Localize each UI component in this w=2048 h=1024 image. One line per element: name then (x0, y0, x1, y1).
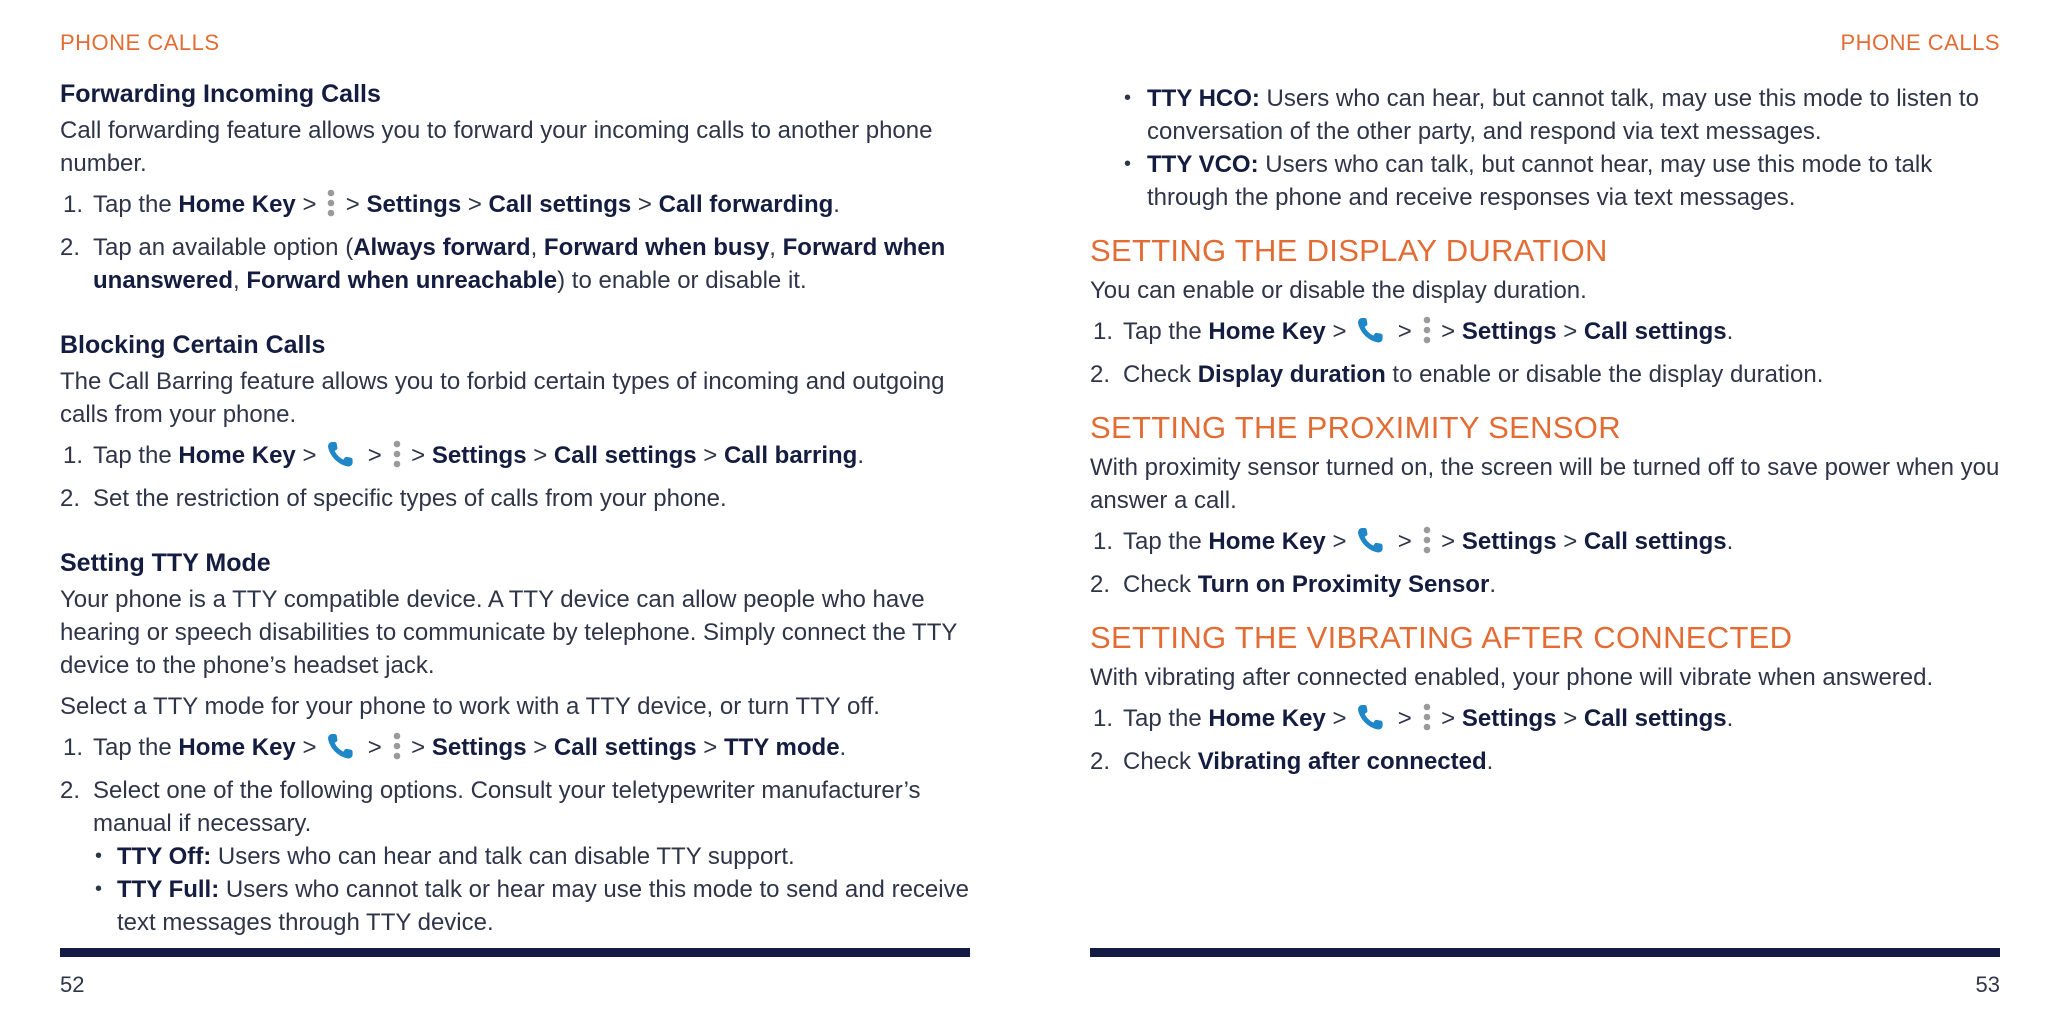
step-text: Check (1123, 748, 1198, 775)
proximity-heading: SETTING THE PROXIMITY SENSOR (1090, 410, 1621, 445)
option-label: TTY HCO: (1147, 85, 1260, 112)
separator: > (631, 191, 659, 218)
tty-option-vco (1090, 148, 2000, 214)
step-number: 1. (1093, 528, 1114, 555)
separator: > (1325, 318, 1354, 345)
separator: > (526, 442, 554, 469)
vibrating-steps (1090, 702, 2000, 778)
option-text: Users who can hear and talk can disable TTY support. (211, 843, 795, 870)
tty-mode-label: TTY mode (723, 734, 840, 761)
vibrating-intro: With vibrating after connected enabled, your phone will vibrate when answered. (1090, 664, 1934, 691)
forward-when-busy-label: Forward when busy (543, 234, 770, 261)
spacer (60, 525, 970, 547)
display-duration-step-2 (1090, 358, 2000, 391)
step-end: . (839, 734, 847, 761)
spacer (60, 307, 970, 329)
call-settings-label: Call settings (553, 734, 697, 761)
always-forward-label: Always forward (353, 234, 531, 261)
phone-icon (325, 731, 359, 761)
separator: > (1391, 318, 1419, 345)
blocking-heading: Blocking Certain Calls (60, 331, 326, 359)
proximity-sensor-label: Turn on Proximity Sensor (1197, 571, 1490, 598)
step-text: Tap the (1123, 528, 1209, 555)
tty-intro-2: Select a TTY mode for your phone to work with a TTY device, or turn TTY off. (60, 693, 880, 720)
proximity-intro: With proximity sensor turned on, the screen will be turned off to save power when you answer a call. (1090, 454, 2000, 514)
step-end: . (1726, 528, 1734, 555)
vibrating-step-2 (1090, 745, 2000, 778)
step-number: 2. (60, 234, 81, 261)
separator: > (1434, 528, 1462, 555)
settings-label: Settings (1461, 705, 1557, 732)
step-number: 1. (1093, 705, 1114, 732)
forwarding-intro: Call forwarding feature allows you to forward your incoming calls to another phone number. (60, 117, 933, 177)
phone-icon (1355, 315, 1389, 345)
home-key-label: Home Key (178, 734, 296, 761)
tty-step-1 (60, 731, 970, 764)
left-page-content (60, 78, 970, 949)
separator: > (1556, 318, 1584, 345)
right-page-content (1090, 82, 2000, 788)
settings-label: Settings (431, 734, 527, 761)
display-duration-heading: SETTING THE DISPLAY DURATION (1090, 233, 1608, 268)
separator: > (1556, 528, 1584, 555)
step-end: . (1726, 705, 1734, 732)
home-key-label: Home Key (178, 442, 296, 469)
home-key-label: Home Key (1208, 528, 1326, 555)
separator: > (696, 442, 724, 469)
forward-when-unreachable-label: Forward when unreachable (246, 267, 558, 294)
settings-label: Settings (1461, 528, 1557, 555)
separator: > (404, 734, 432, 761)
home-key-label: Home Key (178, 191, 296, 218)
option-text: Users who cannot talk or hear may use this mode to send and receive text messages through TTY device. (117, 876, 969, 936)
step-text: Tap the (1123, 318, 1209, 345)
step-number: 1. (1093, 318, 1114, 345)
blocking-step-1 (60, 439, 970, 472)
forwarding-step-1 (60, 188, 970, 221)
call-settings-label: Call settings (1583, 705, 1727, 732)
tty-step-2 (60, 774, 970, 939)
proximity-step-2 (1090, 568, 2000, 601)
tty-steps (60, 731, 970, 939)
call-settings-label: Call settings (1583, 528, 1727, 555)
tty-option-hco (1090, 82, 2000, 148)
separator: > (1325, 705, 1354, 732)
page-number: 52 (60, 972, 85, 997)
separator: > (361, 734, 389, 761)
separator: > (696, 734, 724, 761)
tty-options-continued (1090, 82, 2000, 214)
tty-option-full (93, 873, 970, 939)
call-settings-label: Call settings (488, 191, 632, 218)
step-text: Tap the (93, 442, 179, 469)
page-number: 53 (1975, 972, 2000, 997)
vibrating-after-connected-label: Vibrating after connected (1197, 748, 1487, 775)
separator: > (1391, 705, 1419, 732)
step-text: Tap the (93, 191, 179, 218)
tty-option-off (93, 840, 970, 873)
tty-intro: Your phone is a TTY compatible device. A TTY device can allow people who have hearing or speech disabilities to communicate by telephone. Simply connect the TTY device to the phone’s headset jack. (60, 586, 957, 679)
more-vertical-icon (1421, 702, 1433, 732)
call-barring-label: Call barring (723, 442, 858, 469)
separator: , (769, 234, 783, 261)
step-number: 2. (60, 777, 81, 804)
separator: > (404, 442, 432, 469)
tty-heading: Setting TTY Mode (60, 549, 271, 577)
footer-rule (60, 948, 970, 957)
step-number: 1. (63, 191, 84, 218)
separator: > (1556, 705, 1584, 732)
settings-label: Settings (1461, 318, 1557, 345)
step-text: Tap an available option ( (93, 234, 354, 261)
home-key-label: Home Key (1208, 318, 1326, 345)
blocking-intro: The Call Barring feature allows you to forbid certain types of incoming and outgoing calls from your phone. (60, 368, 945, 428)
separator: > (295, 734, 324, 761)
separator: > (1391, 528, 1419, 555)
separator: > (1434, 318, 1462, 345)
phone-icon (325, 439, 359, 469)
forwarding-steps (60, 188, 970, 297)
step-end: to enable or disable the display duration. (1385, 361, 1824, 388)
more-vertical-icon (391, 439, 403, 469)
footer-rule (1090, 948, 2000, 957)
forward-when-unanswered-label: Forward when unanswered (93, 234, 946, 294)
step-end: . (1489, 571, 1496, 598)
step-end: . (1486, 748, 1494, 775)
call-forwarding-label: Call forwarding (658, 191, 834, 218)
phone-icon (1355, 702, 1389, 732)
vibrating-heading: SETTING THE VIBRATING AFTER CONNECTED (1090, 620, 1793, 655)
settings-label: Settings (431, 442, 527, 469)
display-duration-intro: You can enable or disable the display duration. (1090, 277, 1587, 304)
option-text: Users who can hear, but cannot talk, may use this mode to listen to conversation of the other party, and respond via text messages. (1147, 85, 1979, 145)
separator: , (530, 234, 544, 261)
proximity-steps (1090, 525, 2000, 601)
separator: > (295, 442, 324, 469)
step-end: . (833, 191, 840, 218)
separator: > (361, 442, 389, 469)
separator: > (1325, 528, 1354, 555)
forwarding-heading: Forwarding Incoming Calls (60, 80, 381, 108)
separator: > (526, 734, 554, 761)
step-text: Check (1123, 361, 1198, 388)
step-text: Set the restriction of specific types of calls from your phone. (93, 485, 727, 512)
right-page (1090, 0, 2000, 1024)
step-number: 2. (1090, 361, 1111, 388)
step-number: 1. (63, 442, 84, 469)
step-number: 1. (63, 734, 84, 761)
left-page (60, 0, 970, 1024)
separator: , (233, 267, 247, 294)
display-duration-steps (1090, 315, 2000, 391)
tty-options-list (93, 840, 970, 939)
step-text: Select one of the following options. Consult your teletypewriter manufacturer’s manual if necessary. (93, 777, 921, 837)
separator: > (295, 191, 324, 218)
phone-icon (1355, 525, 1389, 555)
step-number: 2. (1090, 748, 1111, 775)
option-label: TTY Off: (117, 843, 212, 870)
display-duration-label: Display duration (1197, 361, 1386, 388)
forwarding-step-2 (60, 231, 970, 297)
more-vertical-icon (1421, 525, 1433, 555)
settings-label: Settings (366, 191, 462, 218)
home-key-label: Home Key (1208, 705, 1326, 732)
option-label: TTY Full: (117, 876, 220, 903)
option-label: TTY VCO: (1147, 151, 1259, 178)
call-settings-label: Call settings (553, 442, 697, 469)
separator: > (461, 191, 489, 218)
step-end: . (1726, 318, 1734, 345)
step-end: ) to enable or disable it. (557, 267, 807, 294)
more-vertical-icon (391, 731, 403, 761)
step-text: Tap the (93, 734, 179, 761)
running-head: PHONE CALLS (60, 30, 220, 55)
running-head: PHONE CALLS (1840, 30, 2000, 55)
more-vertical-icon (1421, 315, 1433, 345)
blocking-step-2 (60, 482, 970, 515)
step-text: Tap the (1123, 705, 1209, 732)
separator: > (1434, 705, 1462, 732)
vibrating-step-1 (1090, 702, 2000, 735)
separator: > (339, 191, 367, 218)
step-end: . (857, 442, 864, 469)
blocking-steps (60, 439, 970, 515)
more-vertical-icon (325, 188, 337, 218)
step-number: 2. (1090, 571, 1111, 598)
step-text: Check (1123, 571, 1198, 598)
option-text: Users who can talk, but cannot hear, may use this mode to talk through the phone and receive responses via text messages. (1147, 151, 1933, 211)
display-duration-step-1 (1090, 315, 2000, 348)
proximity-step-1 (1090, 525, 2000, 558)
call-settings-label: Call settings (1583, 318, 1727, 345)
step-number: 2. (60, 485, 81, 512)
